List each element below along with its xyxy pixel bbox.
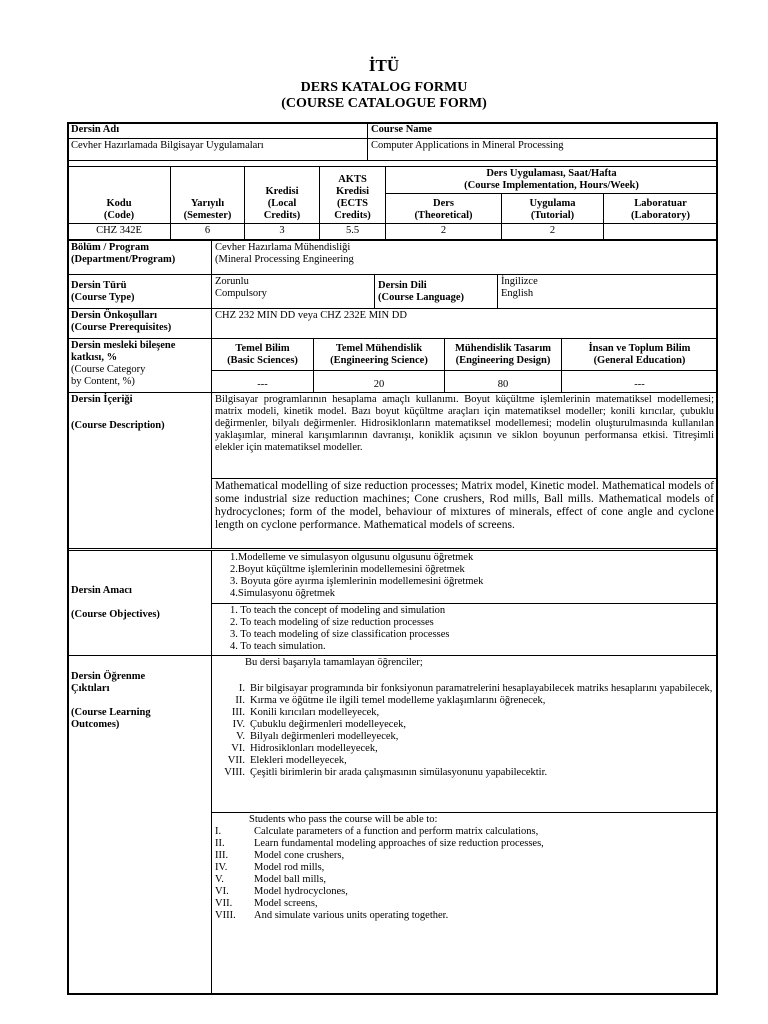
ects-value: 5.5 <box>320 224 386 240</box>
engineering-design-label-en: (Engineering Design) <box>455 354 551 366</box>
ects-label2: Kredisi <box>335 186 370 197</box>
course-name-value: Cevher Hazırlamada Bilgisayar Uygulamaları <box>68 139 368 161</box>
outcomes-intro-tr: Bu dersi başarıyla tamamlayan öğrenciler; <box>245 657 423 668</box>
outcome-tr: I. Bir bilgisayar programında bir fonksiyonun paramatrelerini hesaplayabilecek matriks hesaplarını yapabilecek, <box>238 683 713 694</box>
implementation-label-en: (Course Implementation, Hours/Week) <box>464 180 639 191</box>
semester-value: 6 <box>171 224 245 240</box>
lab-label-en: (Laboratory) <box>631 210 690 221</box>
category-section <box>67 338 718 393</box>
outcome-en: VI. Model hydrocyclones, <box>215 886 348 897</box>
ects-label-en2: Credits) <box>334 210 371 221</box>
outcome-en: VII. Model screens, <box>215 898 318 909</box>
outcome-tr: II. Kırma ve öğütme ile ilgili temel modelleme yaklaşımlarını öğrenecek, <box>235 695 546 706</box>
engineering-design-label: Mühendislik Tasarım <box>455 342 551 354</box>
tutorial-label-en: (Tutorial) <box>530 210 575 221</box>
objectives-label: Dersin Amacı <box>71 585 132 596</box>
code-label-en: (Code) <box>103 210 135 221</box>
department-value-en: (Mineral Processing Engineering <box>215 254 354 265</box>
outcomes-label-en: (Course Learning <box>71 707 151 718</box>
course-type-label: Dersin Türü <box>71 279 127 291</box>
outcome-en: III. Model cone crushers, <box>215 850 345 861</box>
engineering-design-value: 80 <box>445 371 562 393</box>
outcome-tr: III. Konili kırıcıları modelleyecek, <box>231 707 380 718</box>
prerequisites-label: Dersin Önkoşulları <box>71 310 158 321</box>
course-code: CHZ 342E <box>68 224 171 240</box>
local-credits-label: Kredisi <box>265 186 299 197</box>
outcome-tr: VII. Elekleri modelleyecek, <box>227 755 347 766</box>
category-label: Dersin mesleki bileşene katkısı, % <box>71 340 176 363</box>
course-type-section <box>67 274 718 309</box>
objective-en: 4. To teach simulation. <box>230 641 326 652</box>
tutorial-value: 2 <box>502 224 604 240</box>
course-name-label: Dersin Adı <box>68 123 368 139</box>
theory-value: 2 <box>386 224 502 240</box>
form-title: İTÜ <box>368 56 400 75</box>
basic-sciences-label: Temel Bilim <box>235 342 290 354</box>
outcome-en: IV. Model rod mills, <box>215 862 325 873</box>
local-credits-value: 3 <box>245 224 320 240</box>
outcomes-intro-en: Students who pass the course will be able to: <box>249 814 438 825</box>
outcome-tr: VIII. Çeşitli birimlerin bir arada çalışmasının simülasyonunu yapabilecektir. <box>224 767 548 778</box>
objective-en: 2. To teach modeling of size reduction processes <box>230 617 434 628</box>
course-type-value: Zorunlu <box>215 276 249 287</box>
code-label: Kodu <box>106 198 132 209</box>
local-credits-label-en: (Local <box>267 198 297 209</box>
category-label-en2: by Content, %) <box>71 376 135 387</box>
description-tr: Bilgisayar programlarının hesaplama amaçlı kullanımı. Boyut küçültme işlemlerinin matematiksel modellemesi; matrix modeli, kinetik model. Bazı boyut küçültme araçları için matematiksel modeller; konili kırıcılar, çubuklu değirmenler, bilyalı değirmenler. Hidrosiklonların matematiksel modellemesi; modelin oluşturulmasında kullanılan yaklaşımlar, mineral karışımlarının davranışı, koniklik açısının ve siklon boyunun performansa etkisi. Titreşimli elekler için matematiksel modeller. <box>212 393 718 479</box>
outcome-tr: VI. Hidrosiklonları modelleyecek, <box>231 743 378 754</box>
outcome-en: VIII. And simulate various units operating together. <box>215 910 449 921</box>
implementation-label: Ders Uygulaması, Saat/Hafta <box>486 168 617 179</box>
outcomes-label-en2: Outcomes) <box>71 719 120 730</box>
engineering-science-label: Temel Mühendislik <box>335 342 423 354</box>
engineering-science-label-en: (Engineering Science) <box>330 354 428 366</box>
course-name-value-en: Computer Applications in Mineral Processing <box>368 139 718 161</box>
outcome-en: II. Learn fundamental modeling approaches of size reduction processes, <box>215 838 544 849</box>
course-type-value-en: Compulsory <box>215 288 267 299</box>
semester-label: Yarıyılı <box>190 198 225 209</box>
tutorial-label: Uygulama <box>529 198 576 209</box>
general-education-label: İnsan ve Toplum Bilim <box>588 342 691 354</box>
prerequisites-label-en: (Course Prerequisites) <box>71 322 172 333</box>
objective-tr: 4.Simulasyonu öğretmek <box>230 588 335 599</box>
description-en: Mathematical modelling of size reduction processes; Matrix model, Kinetic model. Mathematical models of some industrial size reduction machines; Cone crushers, Rod mills, Ball mills. Mathematical models of hydrocyclones; form of the model, behaviour of mixtures of minerals, effect of cone angle and cyclone length on cyclone performance. Mathematical models of screens. <box>212 479 718 549</box>
engineering-science-value: 20 <box>314 371 445 393</box>
outcome-tr: V. Bilyalı değirmenleri modelleyecek, <box>236 731 399 742</box>
description-label-en: (Course Description) <box>71 420 165 431</box>
objective-en: 3. To teach modeling of size classification processes <box>230 629 450 640</box>
outcomes-section <box>67 655 718 994</box>
basic-sciences-value: --- <box>212 371 314 393</box>
objective-tr: 1.Modelleme ve simulasyon olgusunu olgusunu öğretmek <box>230 552 474 563</box>
course-language-label: Dersin Dili <box>378 279 427 291</box>
form-subtitle-en: (COURSE CATALOGUE FORM) <box>281 96 487 111</box>
form-subtitle: DERS KATALOG FORMU <box>300 80 468 95</box>
department-label: Bölüm / Program <box>71 242 149 253</box>
description-label: Dersin İçeriği <box>71 394 133 405</box>
course-language-value-en: English <box>501 288 534 299</box>
course-type-label-en: (Course Type) <box>71 291 135 303</box>
general-education-value: --- <box>562 371 718 393</box>
local-credits-label-en2: Credits) <box>263 210 301 221</box>
category-label-en: (Course Category <box>71 364 146 375</box>
theory-label: Ders <box>433 198 454 209</box>
course-name-section <box>67 122 718 161</box>
course-language-label-en: (Course Language) <box>378 291 465 303</box>
theory-label-en: (Theoretical) <box>414 210 473 221</box>
prerequisites-value: CHZ 232 MIN DD veya CHZ 232E MIN DD <box>212 309 718 339</box>
department-section <box>67 240 718 275</box>
basic-sciences-label-en: (Basic Sciences) <box>227 354 298 366</box>
objectives-section <box>67 550 718 656</box>
course-name-label-en: Course Name <box>368 123 718 139</box>
credits-section <box>67 166 718 240</box>
semester-label-en: (Semester) <box>183 210 232 221</box>
course-language-value: İngilizce <box>501 276 538 287</box>
outcomes-label2: Çıktıları <box>71 683 110 694</box>
outcomes-label: Dersin Öğrenme <box>71 671 146 682</box>
general-education-label-en: (General Education) <box>593 354 686 366</box>
department-label-en: (Department/Program) <box>71 254 176 265</box>
ects-label: AKTS <box>338 174 367 185</box>
outcome-tr: IV. Çubuklu değirmenleri modelleyecek, <box>232 719 406 730</box>
objectives-label-en: (Course Objectives) <box>71 609 160 620</box>
prerequisites-section <box>67 308 718 339</box>
department-value: Cevher Hazırlama Mühendisliği <box>215 242 351 253</box>
outcome-en: V. Model ball mills, <box>215 874 327 885</box>
objective-tr: 3. Boyuta göre ayırma işlemlerinin modellemesini öğretmek <box>230 576 484 587</box>
objective-tr: 2.Boyut küçültme işlemlerinin modellemesini öğretmek <box>230 564 465 575</box>
lab-label: Laboratuar <box>634 198 687 209</box>
objective-en: 1. To teach the concept of modeling and simulation <box>230 605 446 616</box>
ects-label-en: (ECTS <box>337 198 368 209</box>
outcome-en: I. Calculate parameters of a function and perform matrix calculations, <box>215 826 539 837</box>
lab-value <box>604 224 718 240</box>
description-section <box>67 392 718 549</box>
